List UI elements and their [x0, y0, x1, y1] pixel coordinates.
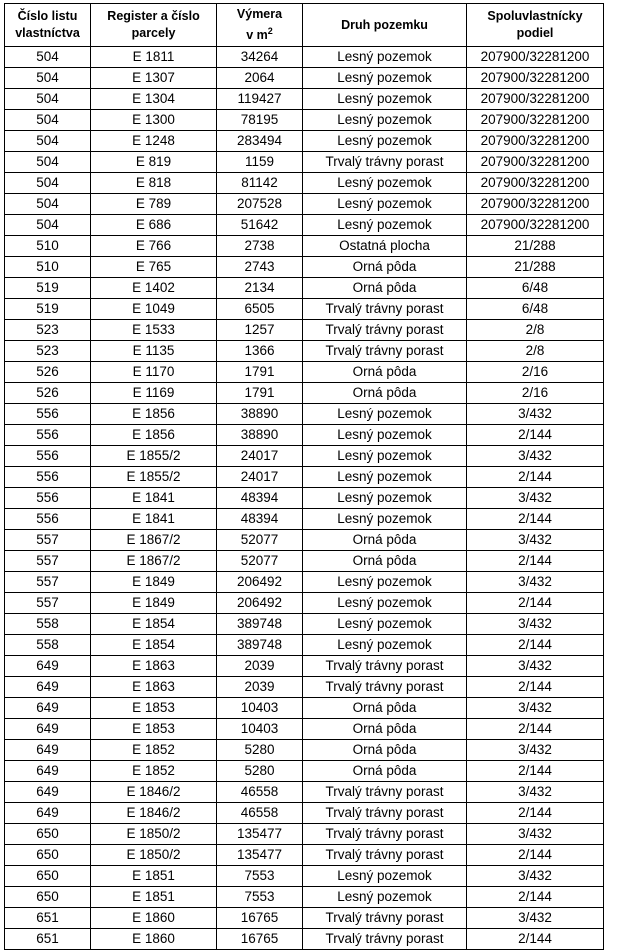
- area-cell: 389748: [217, 635, 303, 656]
- land-type-cell: Trvalý trávny porast: [303, 320, 467, 341]
- parcel-number-cell: E 1863: [91, 656, 217, 677]
- land-type-cell: Trvalý trávny porast: [303, 782, 467, 803]
- ownership-sheet-number-cell: 519: [5, 299, 91, 320]
- parcel-number-cell: E 1855/2: [91, 467, 217, 488]
- parcel-number-cell: E 1841: [91, 488, 217, 509]
- parcel-number-cell: E 1863: [91, 677, 217, 698]
- parcel-number-cell: E 1851: [91, 887, 217, 908]
- area-cell: 2064: [217, 68, 303, 89]
- parcel-number-cell: E 1854: [91, 614, 217, 635]
- parcel-number-cell: E 1849: [91, 593, 217, 614]
- parcel-number-cell: E 1867/2: [91, 530, 217, 551]
- co-ownership-share-cell: 3/432: [467, 866, 604, 887]
- area-cell: 81142: [217, 173, 303, 194]
- area-cell: 24017: [217, 446, 303, 467]
- ownership-sheet-number-cell: 650: [5, 866, 91, 887]
- table-row: [5, 320, 604, 341]
- co-ownership-share-cell: 21/288: [467, 257, 604, 278]
- table-row: [5, 299, 604, 320]
- co-ownership-share-cell: 207900/32281200: [467, 110, 604, 131]
- table-row: [5, 635, 604, 656]
- ownership-sheet-number-cell: 526: [5, 362, 91, 383]
- co-ownership-share-cell: 2/144: [467, 929, 604, 950]
- land-type-cell: Orná pôda: [303, 362, 467, 383]
- parcel-number-cell: E 1049: [91, 299, 217, 320]
- land-type-cell: Lesný pozemok: [303, 635, 467, 656]
- header-share-line1: Spoluvlastnícky: [487, 9, 583, 23]
- land-type-cell: Lesný pozemok: [303, 509, 467, 530]
- land-type-cell: Lesný pozemok: [303, 110, 467, 131]
- parcel-number-cell: E 1304: [91, 89, 217, 110]
- area-cell: 7553: [217, 866, 303, 887]
- header-share-line2: podiel: [516, 26, 554, 40]
- header-land-type: [303, 4, 467, 47]
- co-ownership-share-cell: 3/432: [467, 908, 604, 929]
- area-cell: 5280: [217, 761, 303, 782]
- parcel-number-cell: E 1856: [91, 404, 217, 425]
- land-type-cell: Trvalý trávny porast: [303, 677, 467, 698]
- parcel-number-cell: E 789: [91, 194, 217, 215]
- header-area: [217, 4, 303, 47]
- land-type-cell: Lesný pozemok: [303, 446, 467, 467]
- table-row: [5, 89, 604, 110]
- table-body: [5, 47, 604, 950]
- land-type-cell: Trvalý trávny porast: [303, 845, 467, 866]
- parcel-number-cell: E 1867/2: [91, 551, 217, 572]
- table-header: [5, 4, 604, 47]
- ownership-sheet-number-cell: 650: [5, 824, 91, 845]
- co-ownership-share-cell: 3/432: [467, 488, 604, 509]
- parcel-number-cell: E 1533: [91, 320, 217, 341]
- ownership-sheet-number-cell: 557: [5, 551, 91, 572]
- land-type-cell: Lesný pozemok: [303, 467, 467, 488]
- area-cell: 206492: [217, 593, 303, 614]
- co-ownership-share-cell: 2/8: [467, 320, 604, 341]
- co-ownership-share-cell: 2/144: [467, 719, 604, 740]
- land-type-cell: Lesný pozemok: [303, 488, 467, 509]
- land-type-cell: Trvalý trávny porast: [303, 908, 467, 929]
- area-cell: 51642: [217, 215, 303, 236]
- table-row: [5, 383, 604, 404]
- area-cell: 48394: [217, 509, 303, 530]
- parcel-number-cell: E 1841: [91, 509, 217, 530]
- land-type-cell: Lesný pozemok: [303, 887, 467, 908]
- table-row: [5, 677, 604, 698]
- table-row: [5, 404, 604, 425]
- co-ownership-share-cell: 207900/32281200: [467, 173, 604, 194]
- parcel-number-cell: E 1851: [91, 866, 217, 887]
- table-row: [5, 257, 604, 278]
- table-row: [5, 131, 604, 152]
- parcel-number-cell: E 1850/2: [91, 824, 217, 845]
- ownership-sheet-number-cell: 649: [5, 740, 91, 761]
- co-ownership-share-cell: 2/144: [467, 845, 604, 866]
- land-parcels-table: [4, 3, 604, 950]
- land-type-cell: Orná pôda: [303, 278, 467, 299]
- land-type-cell: Orná pôda: [303, 698, 467, 719]
- area-cell: 135477: [217, 824, 303, 845]
- ownership-sheet-number-cell: 556: [5, 425, 91, 446]
- table-row: [5, 698, 604, 719]
- parcel-number-cell: E 1850/2: [91, 845, 217, 866]
- co-ownership-share-cell: 2/16: [467, 362, 604, 383]
- co-ownership-share-cell: 207900/32281200: [467, 215, 604, 236]
- parcel-number-cell: E 1852: [91, 761, 217, 782]
- ownership-sheet-number-cell: 519: [5, 278, 91, 299]
- area-cell: 1791: [217, 383, 303, 404]
- ownership-sheet-number-cell: 510: [5, 257, 91, 278]
- land-type-cell: Lesný pozemok: [303, 131, 467, 152]
- area-cell: 206492: [217, 572, 303, 593]
- land-type-cell: Trvalý trávny porast: [303, 299, 467, 320]
- area-cell: 38890: [217, 425, 303, 446]
- land-type-cell: Orná pôda: [303, 719, 467, 740]
- ownership-sheet-number-cell: 504: [5, 215, 91, 236]
- ownership-sheet-number-cell: 523: [5, 320, 91, 341]
- table-row: [5, 236, 604, 257]
- parcel-number-cell: E 819: [91, 152, 217, 173]
- parcel-number-cell: E 1846/2: [91, 782, 217, 803]
- parcel-number-cell: E 1860: [91, 929, 217, 950]
- table-row: [5, 551, 604, 572]
- ownership-sheet-number-cell: 649: [5, 677, 91, 698]
- parcel-number-cell: E 765: [91, 257, 217, 278]
- table-row: [5, 593, 604, 614]
- land-type-cell: Lesný pozemok: [303, 215, 467, 236]
- table-row: [5, 215, 604, 236]
- table-row: [5, 110, 604, 131]
- area-cell: 78195: [217, 110, 303, 131]
- co-ownership-share-cell: 2/144: [467, 509, 604, 530]
- area-cell: 10403: [217, 698, 303, 719]
- land-type-cell: Trvalý trávny porast: [303, 824, 467, 845]
- area-cell: 46558: [217, 782, 303, 803]
- co-ownership-share-cell: 2/8: [467, 341, 604, 362]
- land-type-cell: Lesný pozemok: [303, 194, 467, 215]
- land-type-cell: Orná pôda: [303, 761, 467, 782]
- table-row: [5, 929, 604, 950]
- ownership-sheet-number-cell: 649: [5, 719, 91, 740]
- co-ownership-share-cell: 3/432: [467, 824, 604, 845]
- ownership-sheet-number-cell: 649: [5, 803, 91, 824]
- parcel-number-cell: E 1849: [91, 572, 217, 593]
- ownership-sheet-number-cell: 556: [5, 467, 91, 488]
- header-area-superscript: 2: [267, 25, 273, 36]
- land-type-cell: Lesný pozemok: [303, 68, 467, 89]
- land-type-cell: Trvalý trávny porast: [303, 656, 467, 677]
- ownership-sheet-number-cell: 649: [5, 782, 91, 803]
- parcel-number-cell: E 1135: [91, 341, 217, 362]
- header-area-line1: Výmera: [236, 6, 283, 21]
- co-ownership-share-cell: 3/432: [467, 698, 604, 719]
- table-row: [5, 719, 604, 740]
- table-row: [5, 488, 604, 509]
- table-row: [5, 887, 604, 908]
- parcel-number-cell: E 1856: [91, 425, 217, 446]
- co-ownership-share-cell: 2/144: [467, 761, 604, 782]
- ownership-sheet-number-cell: 504: [5, 47, 91, 68]
- area-cell: 24017: [217, 467, 303, 488]
- table-row: [5, 845, 604, 866]
- co-ownership-share-cell: 207900/32281200: [467, 152, 604, 173]
- area-cell: 2743: [217, 257, 303, 278]
- header-land-type-label: Druh pozemku: [341, 17, 428, 32]
- parcel-number-cell: E 1307: [91, 68, 217, 89]
- table-row: [5, 425, 604, 446]
- table-row: [5, 740, 604, 761]
- area-cell: 6505: [217, 299, 303, 320]
- ownership-sheet-number-cell: 557: [5, 530, 91, 551]
- land-type-cell: Trvalý trávny porast: [303, 929, 467, 950]
- parcel-number-cell: E 1855/2: [91, 446, 217, 467]
- area-cell: 46558: [217, 803, 303, 824]
- ownership-sheet-number-cell: 557: [5, 593, 91, 614]
- land-type-cell: Lesný pozemok: [303, 593, 467, 614]
- parcel-number-cell: E 1852: [91, 740, 217, 761]
- area-cell: 2039: [217, 656, 303, 677]
- table-row: [5, 341, 604, 362]
- land-type-cell: Orná pôda: [303, 530, 467, 551]
- parcel-number-cell: E 1300: [91, 110, 217, 131]
- table-row: [5, 467, 604, 488]
- header-register-line2: parcely: [131, 26, 176, 40]
- ownership-sheet-number-cell: 504: [5, 194, 91, 215]
- parcel-number-cell: E 1853: [91, 719, 217, 740]
- area-cell: 16765: [217, 929, 303, 950]
- table-row: [5, 68, 604, 89]
- co-ownership-share-cell: 207900/32281200: [467, 131, 604, 152]
- parcel-number-cell: E 1860: [91, 908, 217, 929]
- ownership-sheet-number-cell: 504: [5, 110, 91, 131]
- header-ownership-sheet-number: [5, 4, 91, 47]
- ownership-sheet-number-cell: 557: [5, 572, 91, 593]
- co-ownership-share-cell: 3/432: [467, 404, 604, 425]
- co-ownership-share-cell: 3/432: [467, 782, 604, 803]
- land-type-cell: Lesný pozemok: [303, 866, 467, 887]
- co-ownership-share-cell: 207900/32281200: [467, 47, 604, 68]
- co-ownership-share-cell: 207900/32281200: [467, 194, 604, 215]
- table-row: [5, 446, 604, 467]
- parcel-number-cell: E 1846/2: [91, 803, 217, 824]
- co-ownership-share-cell: 6/48: [467, 299, 604, 320]
- area-cell: 135477: [217, 845, 303, 866]
- area-cell: 2134: [217, 278, 303, 299]
- area-cell: 2039: [217, 677, 303, 698]
- land-type-cell: Lesný pozemok: [303, 404, 467, 425]
- table-row: [5, 173, 604, 194]
- land-type-cell: Lesný pozemok: [303, 173, 467, 194]
- land-type-cell: Orná pôda: [303, 257, 467, 278]
- area-cell: 48394: [217, 488, 303, 509]
- area-cell: 7553: [217, 887, 303, 908]
- area-cell: 34264: [217, 47, 303, 68]
- area-cell: 52077: [217, 530, 303, 551]
- table-row: [5, 278, 604, 299]
- ownership-sheet-number-cell: 556: [5, 446, 91, 467]
- co-ownership-share-cell: 21/288: [467, 236, 604, 257]
- area-cell: 16765: [217, 908, 303, 929]
- table-row: [5, 908, 604, 929]
- ownership-sheet-number-cell: 523: [5, 341, 91, 362]
- table-row: [5, 824, 604, 845]
- co-ownership-share-cell: 3/432: [467, 572, 604, 593]
- co-ownership-share-cell: 2/144: [467, 425, 604, 446]
- ownership-sheet-number-cell: 504: [5, 89, 91, 110]
- table-row: [5, 152, 604, 173]
- co-ownership-share-cell: 2/144: [467, 467, 604, 488]
- co-ownership-share-cell: 207900/32281200: [467, 68, 604, 89]
- area-cell: 52077: [217, 551, 303, 572]
- ownership-sheet-number-cell: 649: [5, 761, 91, 782]
- land-type-cell: Lesný pozemok: [303, 89, 467, 110]
- table-row: [5, 761, 604, 782]
- parcel-number-cell: E 1402: [91, 278, 217, 299]
- table-row: [5, 194, 604, 215]
- land-type-cell: Orná pôda: [303, 740, 467, 761]
- ownership-sheet-number-cell: 504: [5, 68, 91, 89]
- header-ownership-line2: vlastníctva: [15, 26, 80, 40]
- table-row: [5, 803, 604, 824]
- ownership-sheet-number-cell: 651: [5, 908, 91, 929]
- header-area-line2: v m: [246, 28, 268, 43]
- ownership-sheet-number-cell: 556: [5, 509, 91, 530]
- co-ownership-share-cell: 207900/32281200: [467, 89, 604, 110]
- ownership-sheet-number-cell: 650: [5, 845, 91, 866]
- parcel-number-cell: E 1170: [91, 362, 217, 383]
- area-cell: 283494: [217, 131, 303, 152]
- header-register-parcel: [91, 4, 217, 47]
- co-ownership-share-cell: 3/432: [467, 614, 604, 635]
- table-row: [5, 614, 604, 635]
- table-row: [5, 572, 604, 593]
- table-row: [5, 362, 604, 383]
- parcel-number-cell: E 1854: [91, 635, 217, 656]
- area-cell: 2738: [217, 236, 303, 257]
- parcel-number-cell: E 1811: [91, 47, 217, 68]
- header-register-line1: Register a číslo: [107, 9, 200, 23]
- co-ownership-share-cell: 2/144: [467, 677, 604, 698]
- land-type-cell: Lesný pozemok: [303, 614, 467, 635]
- ownership-sheet-number-cell: 526: [5, 383, 91, 404]
- co-ownership-share-cell: 2/144: [467, 635, 604, 656]
- table-row: [5, 782, 604, 803]
- ownership-sheet-number-cell: 504: [5, 152, 91, 173]
- area-cell: 119427: [217, 89, 303, 110]
- area-cell: 1159: [217, 152, 303, 173]
- ownership-sheet-number-cell: 556: [5, 488, 91, 509]
- co-ownership-share-cell: 3/432: [467, 446, 604, 467]
- parcel-number-cell: E 818: [91, 173, 217, 194]
- table-row: [5, 509, 604, 530]
- parcel-number-cell: E 766: [91, 236, 217, 257]
- parcel-number-cell: E 1853: [91, 698, 217, 719]
- co-ownership-share-cell: 3/432: [467, 740, 604, 761]
- area-cell: 389748: [217, 614, 303, 635]
- co-ownership-share-cell: 3/432: [467, 530, 604, 551]
- ownership-sheet-number-cell: 650: [5, 887, 91, 908]
- land-type-cell: Trvalý trávny porast: [303, 152, 467, 173]
- ownership-sheet-number-cell: 556: [5, 404, 91, 425]
- ownership-sheet-number-cell: 651: [5, 929, 91, 950]
- header-co-ownership-share: [467, 4, 604, 47]
- ownership-sheet-number-cell: 649: [5, 656, 91, 677]
- table-row: [5, 530, 604, 551]
- land-type-cell: Ostatná plocha: [303, 236, 467, 257]
- land-type-cell: Lesný pozemok: [303, 47, 467, 68]
- area-cell: 10403: [217, 719, 303, 740]
- co-ownership-share-cell: 2/16: [467, 383, 604, 404]
- area-cell: 38890: [217, 404, 303, 425]
- land-type-cell: Orná pôda: [303, 551, 467, 572]
- land-type-cell: Trvalý trávny porast: [303, 341, 467, 362]
- table-row: [5, 866, 604, 887]
- header-row: [5, 4, 604, 47]
- land-type-cell: Lesný pozemok: [303, 572, 467, 593]
- ownership-sheet-number-cell: 558: [5, 635, 91, 656]
- ownership-sheet-number-cell: 504: [5, 173, 91, 194]
- table-row: [5, 656, 604, 677]
- ownership-sheet-number-cell: 558: [5, 614, 91, 635]
- area-cell: 5280: [217, 740, 303, 761]
- ownership-sheet-number-cell: 504: [5, 131, 91, 152]
- co-ownership-share-cell: 2/144: [467, 551, 604, 572]
- area-cell: 1366: [217, 341, 303, 362]
- land-type-cell: Orná pôda: [303, 383, 467, 404]
- area-cell: 1257: [217, 320, 303, 341]
- parcel-number-cell: E 686: [91, 215, 217, 236]
- co-ownership-share-cell: 2/144: [467, 593, 604, 614]
- ownership-sheet-number-cell: 510: [5, 236, 91, 257]
- co-ownership-share-cell: 6/48: [467, 278, 604, 299]
- parcel-number-cell: E 1169: [91, 383, 217, 404]
- co-ownership-share-cell: 2/144: [467, 887, 604, 908]
- table-row: [5, 47, 604, 68]
- co-ownership-share-cell: 3/432: [467, 656, 604, 677]
- co-ownership-share-cell: 2/144: [467, 803, 604, 824]
- area-cell: 1791: [217, 362, 303, 383]
- land-type-cell: Lesný pozemok: [303, 425, 467, 446]
- header-ownership-line1: Číslo listu: [17, 9, 78, 23]
- parcel-number-cell: E 1248: [91, 131, 217, 152]
- area-cell: 207528: [217, 194, 303, 215]
- ownership-sheet-number-cell: 649: [5, 698, 91, 719]
- land-type-cell: Trvalý trávny porast: [303, 803, 467, 824]
